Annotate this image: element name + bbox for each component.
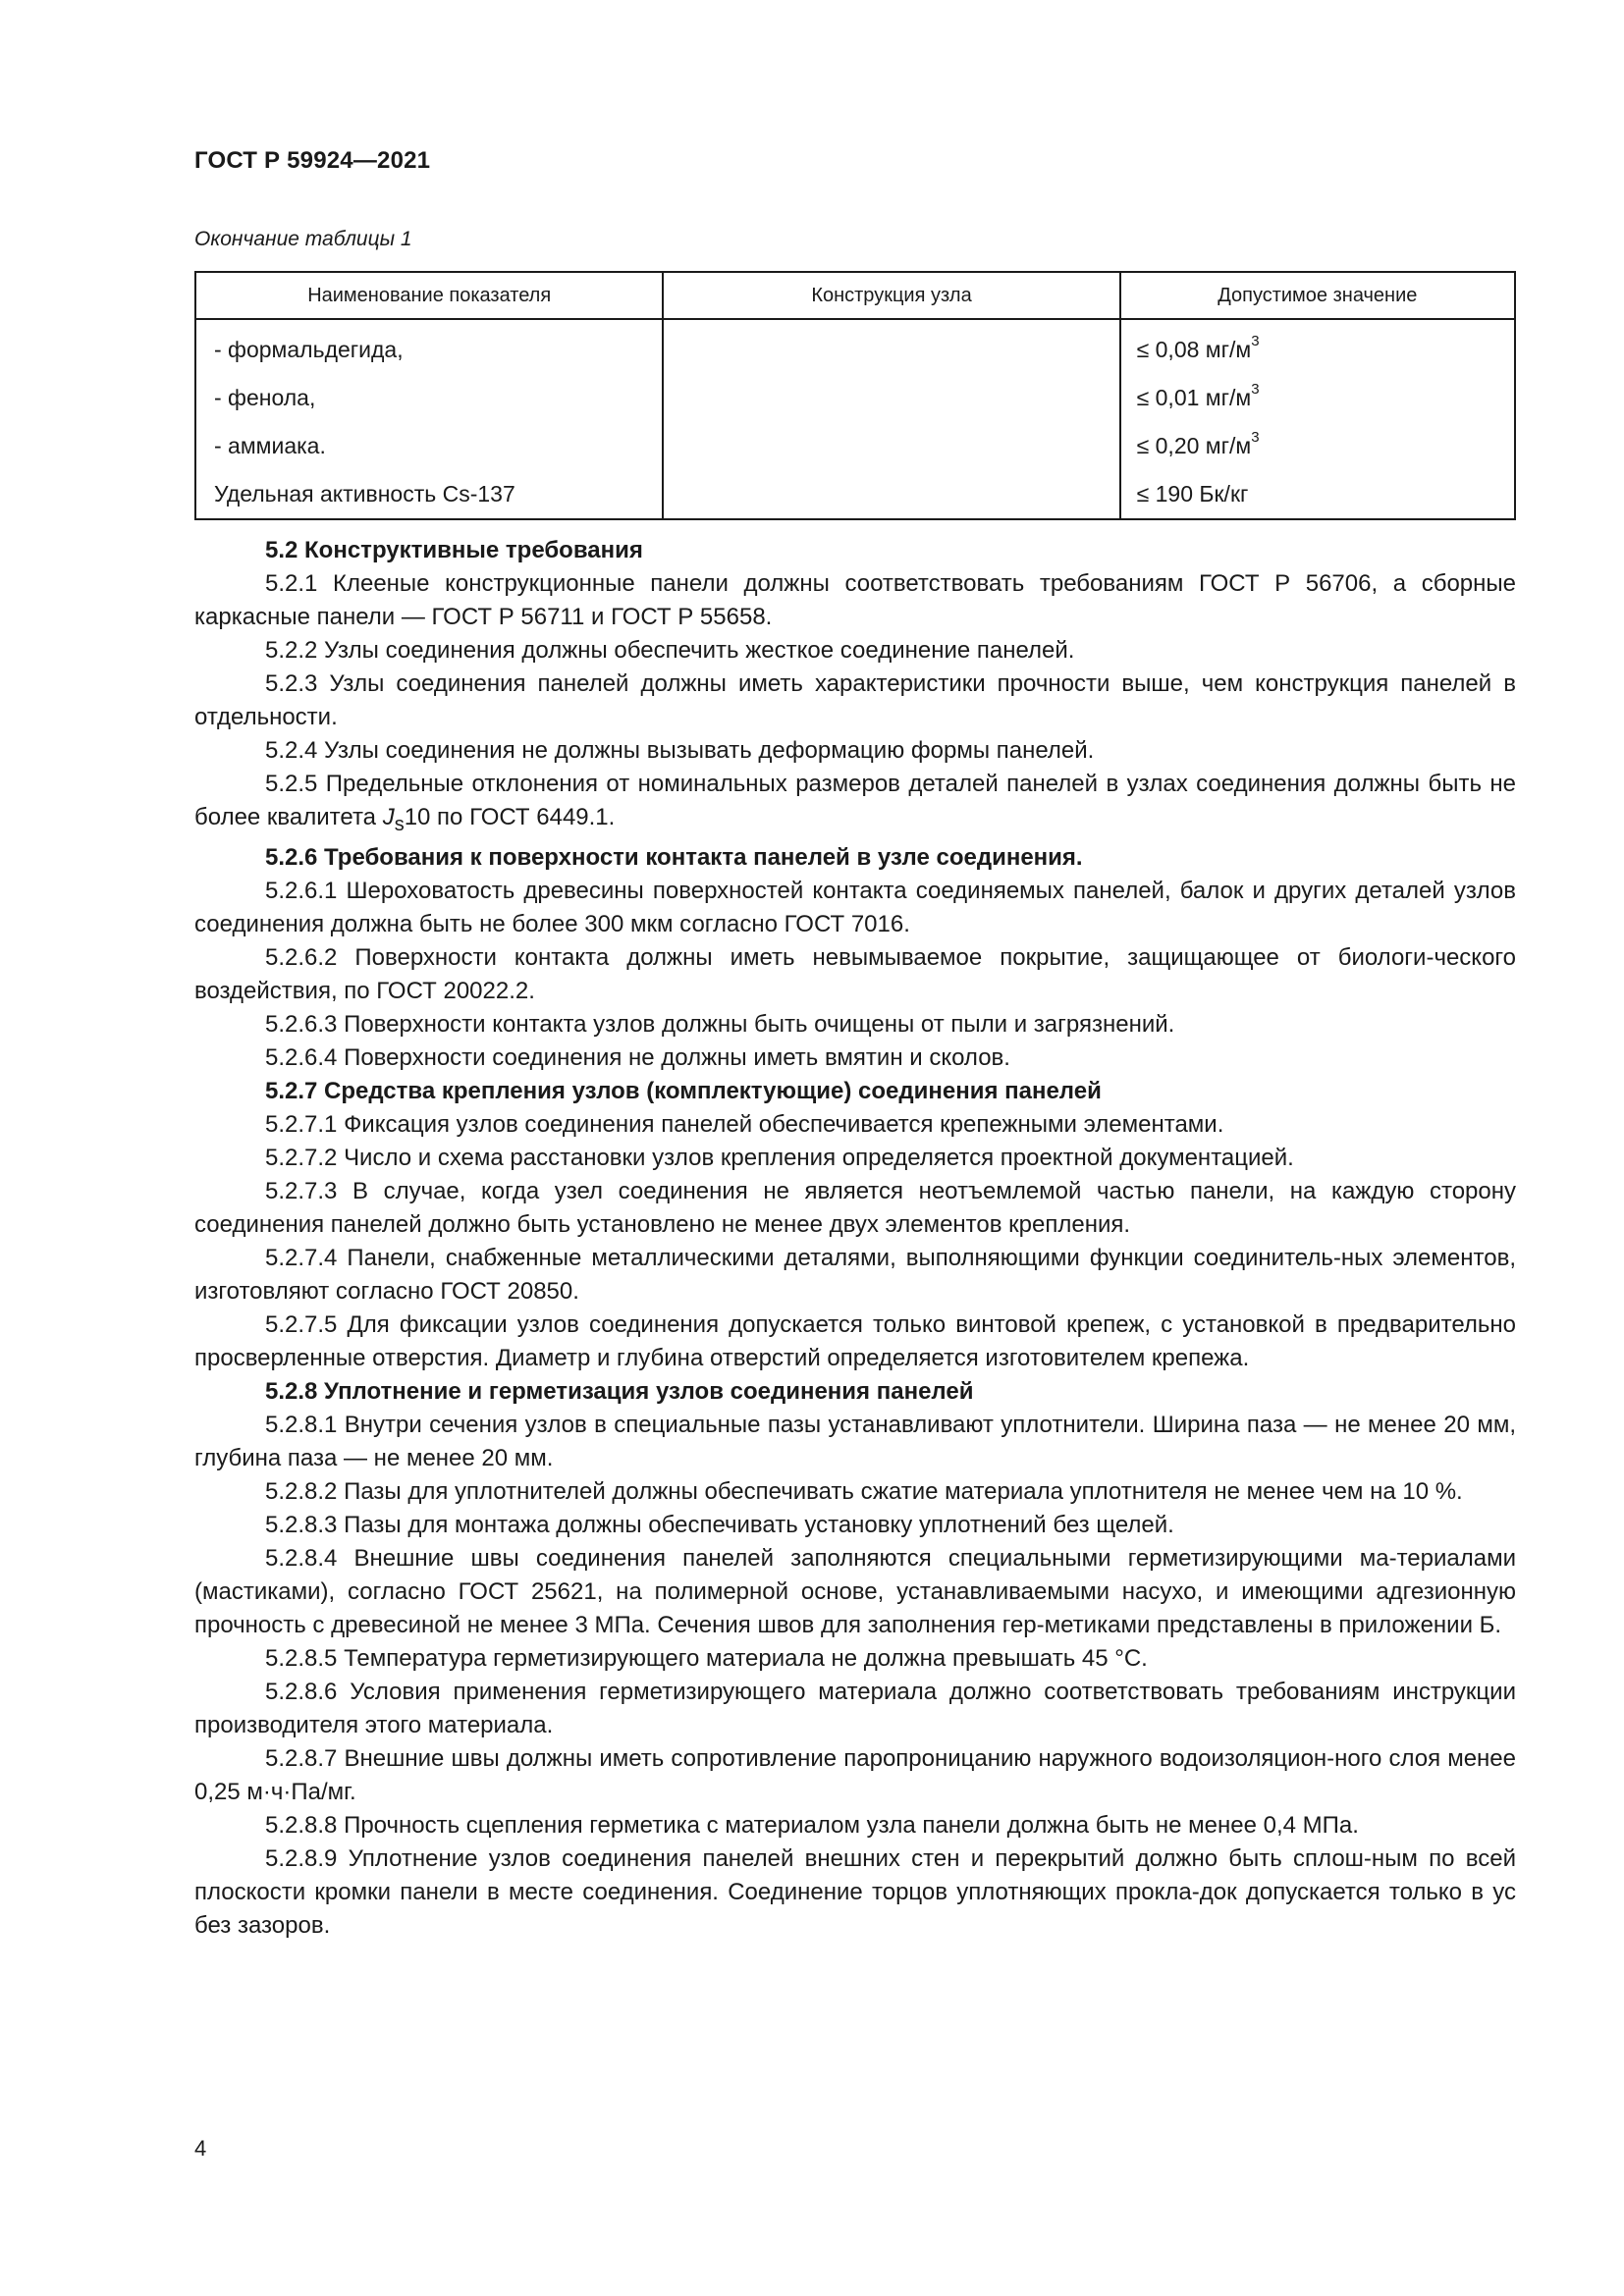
subsection-heading: 5.2.8 Уплотнение и герметизация узлов соединения панелей (265, 1377, 974, 1405)
paragraph: 5.2.1 Клееные конструкционные панели должны соответствовать требованиям ГОСТ Р 56706, а сборные каркасные панели — ГОСТ Р 56711 и ГОСТ Р 55658. (194, 570, 1516, 630)
column-header: Конструкция узла (663, 272, 1119, 319)
allowed-value: ≤ 0,20 $мг/м^3$ (1120, 422, 1515, 470)
paragraph: 5.2.6.4 Поверхности соединения не должны иметь вмятин и сколов. (265, 1043, 1010, 1071)
allowed-value: ≤ 0,01 $мг/м^3$ (1120, 374, 1515, 422)
indicator-name: Удельная активность Cs-137 (195, 470, 663, 519)
paragraph: 5.2.8.2 Пазы для уплотнителей должны обеспечивать сжатие материала уплотнителя не менее чем на 10 %. (265, 1477, 1463, 1505)
paragraph: 5.2.3 Узлы соединения панелей должны иметь характеристики прочности выше, чем конструкция панелей в отдельности. (194, 670, 1516, 730)
paragraph: 5.2.6.1 Шероховатость древесины поверхностей контакта соединяемых панелей, балок и других деталей узлов соединения должна быть не более 300 мкм согласно ГОСТ 7016. (194, 877, 1516, 937)
indicator-name: - фенола, (195, 374, 663, 422)
paragraph: 5.2.7.5 Для фиксации узлов соединения допускается только винтовой крепеж, с установкой в предварительно просверленные отверстия. Диаметр и глубина отверстий определяется изготовителем крепежа. (194, 1310, 1516, 1371)
page-number: 4 (194, 2136, 207, 2161)
paragraph: 5.2.8.6 Условия применения герметизирующего материала должно соответствовать требованиям инструкции производителя этого материала. (194, 1678, 1516, 1738)
paragraph: 5.2.7.3 В случае, когда узел соединения не является неотъемлемой частью панели, на каждую сторону соединения панелей должно быть установлено не менее двух элементов крепления. (194, 1177, 1516, 1238)
allowed-value: ≤ 0,08 $мг/м^3$ (1120, 319, 1515, 374)
indicator-table (194, 271, 1516, 520)
subsection-heading: 5.2.6 Требования к поверхности контакта панелей в узле соединения. (265, 843, 1083, 871)
construction-cell (663, 470, 1119, 519)
paragraph: 5.2.8.3 Пазы для монтажа должны обеспечивать установку уплотнений без щелей. (265, 1511, 1174, 1538)
document-body (194, 534, 1516, 1943)
paragraph: 5.2.6.3 Поверхности контакта узлов должны быть очищены от пыли и загрязнений. (265, 1010, 1175, 1038)
paragraph: 5.2.2 Узлы соединения должны обеспечить жесткое соединение панелей. (265, 637, 1075, 664)
subsection-heading: 5.2.7 Средства крепления узлов (комплектующие) соединения панелей (265, 1077, 1102, 1104)
table-row (195, 374, 1515, 422)
paragraph: 5.2.8.7 Внешние швы должны иметь сопротивление паропроницанию наружного водоизоляцион-ного слоя менее 0,25 м·ч·Па/мг. (194, 1744, 1516, 1805)
construction-cell (663, 374, 1119, 422)
section-heading: 5.2 Конструктивные требования (265, 537, 643, 563)
paragraph: 5.2.8.9 Уплотнение узлов соединения панелей внешних стен и перекрытий должно быть сплош-ным по всей плоскости кромки панели в месте соединения. Соединение торцов уплотняющих прокла-док допускается только в ус без зазоров. (194, 1844, 1516, 1939)
allowed-value: ≤ 190 Бк/кг (1120, 470, 1515, 519)
paragraph: 5.2.5 Предельные отклонения от номинальных размеров деталей панелей в узлах соединения должны быть не более квалитета $J_s10$ по ГОСТ 6449.1. (194, 771, 1516, 835)
indicator-name: - формальдегида, (195, 319, 663, 374)
table-caption: Окончание таблицы 1 (194, 228, 412, 250)
table-header-row (195, 272, 1515, 319)
paragraph: 5.2.8.4 Внешние швы соединения панелей заполняются специальными герметизирующими ма-териалами (мастиками), согласно ГОСТ 25621, на полимерной основе, устанавливаемыми насухо, и имеющими адгезионную прочность с древесиной не менее 3 МПа. Сечения швов для заполнения гер-метиками представлены в приложении Б. (194, 1544, 1516, 1638)
column-header: Наименование показателя (195, 272, 663, 319)
paragraph: 5.2.8.5 Температура герметизирующего материала не должна превышать 45 °С. (265, 1644, 1148, 1672)
paragraph: 5.2.4 Узлы соединения не должны вызывать деформацию формы панелей. (265, 737, 1095, 764)
table-row (195, 319, 1515, 374)
paragraph: 5.2.7.4 Панели, снабженные металлическими деталями, выполняющими функции соединитель-ных элементов, изготовляют согласно ГОСТ 20850. (194, 1244, 1516, 1305)
construction-cell (663, 422, 1119, 470)
paragraph: 5.2.7.2 Число и схема расстановки узлов крепления определяется проектной документацией. (265, 1144, 1294, 1171)
paragraph: 5.2.8.1 Внутри сечения узлов в специальные пазы устанавливают уплотнители. Ширина паза — не менее 20 мм, глубина паза — не менее 20 мм. (194, 1411, 1516, 1471)
table-row (195, 422, 1515, 470)
indicator-name: - аммиака. (195, 422, 663, 470)
paragraph: 5.2.8.8 Прочность сцепления герметика с материалом узла панели должна быть не менее 0,4 МПа. (265, 1811, 1359, 1839)
table-row (195, 470, 1515, 519)
column-header: Допустимое значение (1120, 272, 1515, 319)
document-title: ГОСТ Р 59924—2021 (194, 147, 431, 174)
paragraph: 5.2.7.1 Фиксация узлов соединения панелей обеспечивается крепежными элементами. (265, 1110, 1224, 1138)
construction-cell (663, 319, 1119, 374)
paragraph: 5.2.6.2 Поверхности контакта должны иметь невымываемое покрытие, защищающее от биологи-ческого воздействия, по ГОСТ 20022.2. (194, 943, 1516, 1004)
